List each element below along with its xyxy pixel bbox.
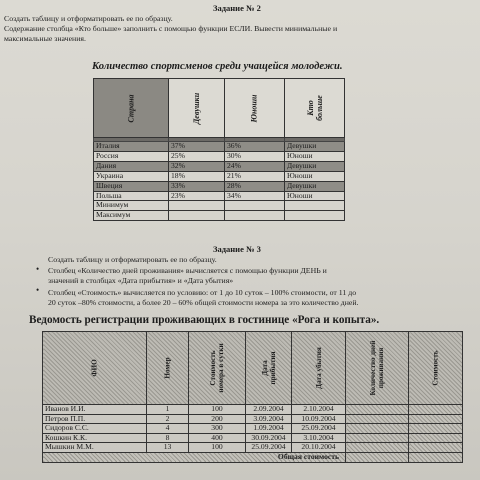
header-arrival: Дата прибытия	[246, 332, 292, 405]
cell: 25.09.2004	[292, 424, 346, 434]
header-fio: ФИО	[43, 332, 147, 405]
cell: 30.09.2004	[246, 433, 292, 443]
cell: Петров П.П.	[43, 414, 147, 424]
cell: 1	[147, 405, 189, 415]
header-days: Количество дней проживания	[346, 332, 409, 405]
cell: Мышкин М.М.	[43, 443, 147, 453]
cell: 2.09.2004	[246, 405, 292, 415]
table-row	[43, 405, 463, 415]
table-row	[94, 142, 345, 152]
cell: Швеция	[94, 181, 169, 191]
cell: 400	[189, 433, 246, 443]
cell: 100	[189, 405, 246, 415]
cell: 21%	[225, 171, 285, 181]
header-price-per-day: Стоимость номера в сутки	[189, 332, 246, 405]
task2-line1: Создать таблицу и отформатировать ее по образцу.	[4, 14, 173, 23]
cell: 18%	[169, 171, 225, 181]
header-who-more: Кто больше	[285, 79, 345, 138]
cell: Италия	[94, 142, 169, 152]
table-row	[94, 181, 345, 191]
cell	[409, 443, 463, 453]
cell: 25.09.2004	[246, 443, 292, 453]
header-girls: Девушки	[169, 79, 225, 138]
table-row	[94, 171, 345, 181]
task2-title: Задание № 2	[213, 3, 261, 13]
header-departure: Дата убытия	[292, 332, 346, 405]
cell: 100	[189, 443, 246, 453]
table-row	[94, 161, 345, 171]
cell: 10.09.2004	[292, 414, 346, 424]
cell	[169, 201, 225, 211]
cell	[409, 424, 463, 434]
task3-table-title: Ведомость регистрации проживающих в гостинице «Рога и копыта».	[29, 314, 380, 326]
table-row	[94, 151, 345, 161]
header-country: Страна	[94, 79, 169, 138]
task2-table-title: Количество спортсменов среди учащейся молодежи.	[92, 61, 343, 72]
header-room: Номер	[147, 332, 189, 405]
cell: 37%	[169, 142, 225, 152]
table-row	[43, 414, 463, 424]
cell	[169, 211, 225, 221]
cell: 2.10.2004	[292, 405, 346, 415]
cell: 2	[147, 414, 189, 424]
task3-bullet2-a: Столбец «Стоимость» вычисляется по условию: от 1 до 10 суток – 100% стоимости, от 11 до	[48, 288, 357, 297]
task3-bullet2-b: 20 суток –80% стоимости, а более 20 – 60% общей стоимости номера за это количество дней.	[48, 298, 359, 307]
task3-bullet1-a: Столбец «Количество дней проживания» вычисляется с помощью функции ДЕНЬ и	[48, 266, 327, 275]
total-label: Общая стоимость	[43, 452, 346, 462]
cell: 8	[147, 433, 189, 443]
cell: Девушки	[285, 161, 345, 171]
cell: 33%	[169, 181, 225, 191]
cell: Юноши	[285, 191, 345, 201]
table-row	[43, 433, 463, 443]
cell: 32%	[169, 161, 225, 171]
cell	[409, 452, 463, 462]
sports-table	[93, 78, 345, 221]
cell: 36%	[225, 142, 285, 152]
cell: Иванов И.И.	[43, 405, 147, 415]
table-row	[43, 443, 463, 453]
cell: 13	[147, 443, 189, 453]
cell	[225, 211, 285, 221]
cell: Сидоров С.С.	[43, 424, 147, 434]
task2-line3: максимальные значения.	[4, 34, 86, 43]
cell: 4	[147, 424, 189, 434]
cell: Девушки	[285, 142, 345, 152]
cell: Юноши	[285, 151, 345, 161]
cell: Девушки	[285, 181, 345, 191]
task3-bullet1-b: значений в столбцах «Дата прибытия» и «Дата убытия»	[48, 276, 234, 285]
table-row-max	[94, 211, 345, 221]
bullet-icon: •	[36, 264, 40, 274]
cell: 3.10.2004	[292, 433, 346, 443]
cell	[346, 433, 409, 443]
task2-line2: Содержание столбца «Кто больше» заполнить с помощью функции ЕСЛИ. Вывести минимальные и	[4, 24, 338, 33]
table-row-min	[94, 201, 345, 211]
cell: 300	[189, 424, 246, 434]
cell	[346, 414, 409, 424]
header-boys: Юноши	[225, 79, 285, 138]
task3-line1: Создать таблицу и отформатировать ее по образцу.	[48, 255, 217, 264]
table-header-row	[43, 332, 463, 405]
cell	[285, 211, 345, 221]
cell: Максимум	[94, 211, 169, 221]
cell: 25%	[169, 151, 225, 161]
cell	[409, 405, 463, 415]
cell: Юноши	[285, 171, 345, 181]
cell: 34%	[225, 191, 285, 201]
table-row	[43, 424, 463, 434]
cell: Россия	[94, 151, 169, 161]
cell: Польша	[94, 191, 169, 201]
cell: Кошкин К.К.	[43, 433, 147, 443]
cell: 28%	[225, 181, 285, 191]
cell: 30%	[225, 151, 285, 161]
table-row	[94, 191, 345, 201]
cell: 3.09.2004	[246, 414, 292, 424]
task3-title: Задание № 3	[213, 244, 261, 254]
cell: 24%	[225, 161, 285, 171]
bullet-icon: •	[36, 285, 40, 295]
header-cost: Стоимость	[409, 332, 463, 405]
cell	[225, 201, 285, 211]
cell	[346, 424, 409, 434]
cell: 200	[189, 414, 246, 424]
cell: Украина	[94, 171, 169, 181]
cell	[346, 443, 409, 453]
cell: Дания	[94, 161, 169, 171]
cell	[409, 414, 463, 424]
cell: 23%	[169, 191, 225, 201]
cell	[409, 433, 463, 443]
cell	[285, 201, 345, 211]
table-row-total	[43, 452, 463, 462]
cell	[346, 405, 409, 415]
cell: 1.09.2004	[246, 424, 292, 434]
cell: Минимум	[94, 201, 169, 211]
hotel-table	[42, 331, 463, 463]
table-header-row	[94, 79, 345, 138]
cell	[346, 452, 409, 462]
cell: 20.10.2004	[292, 443, 346, 453]
